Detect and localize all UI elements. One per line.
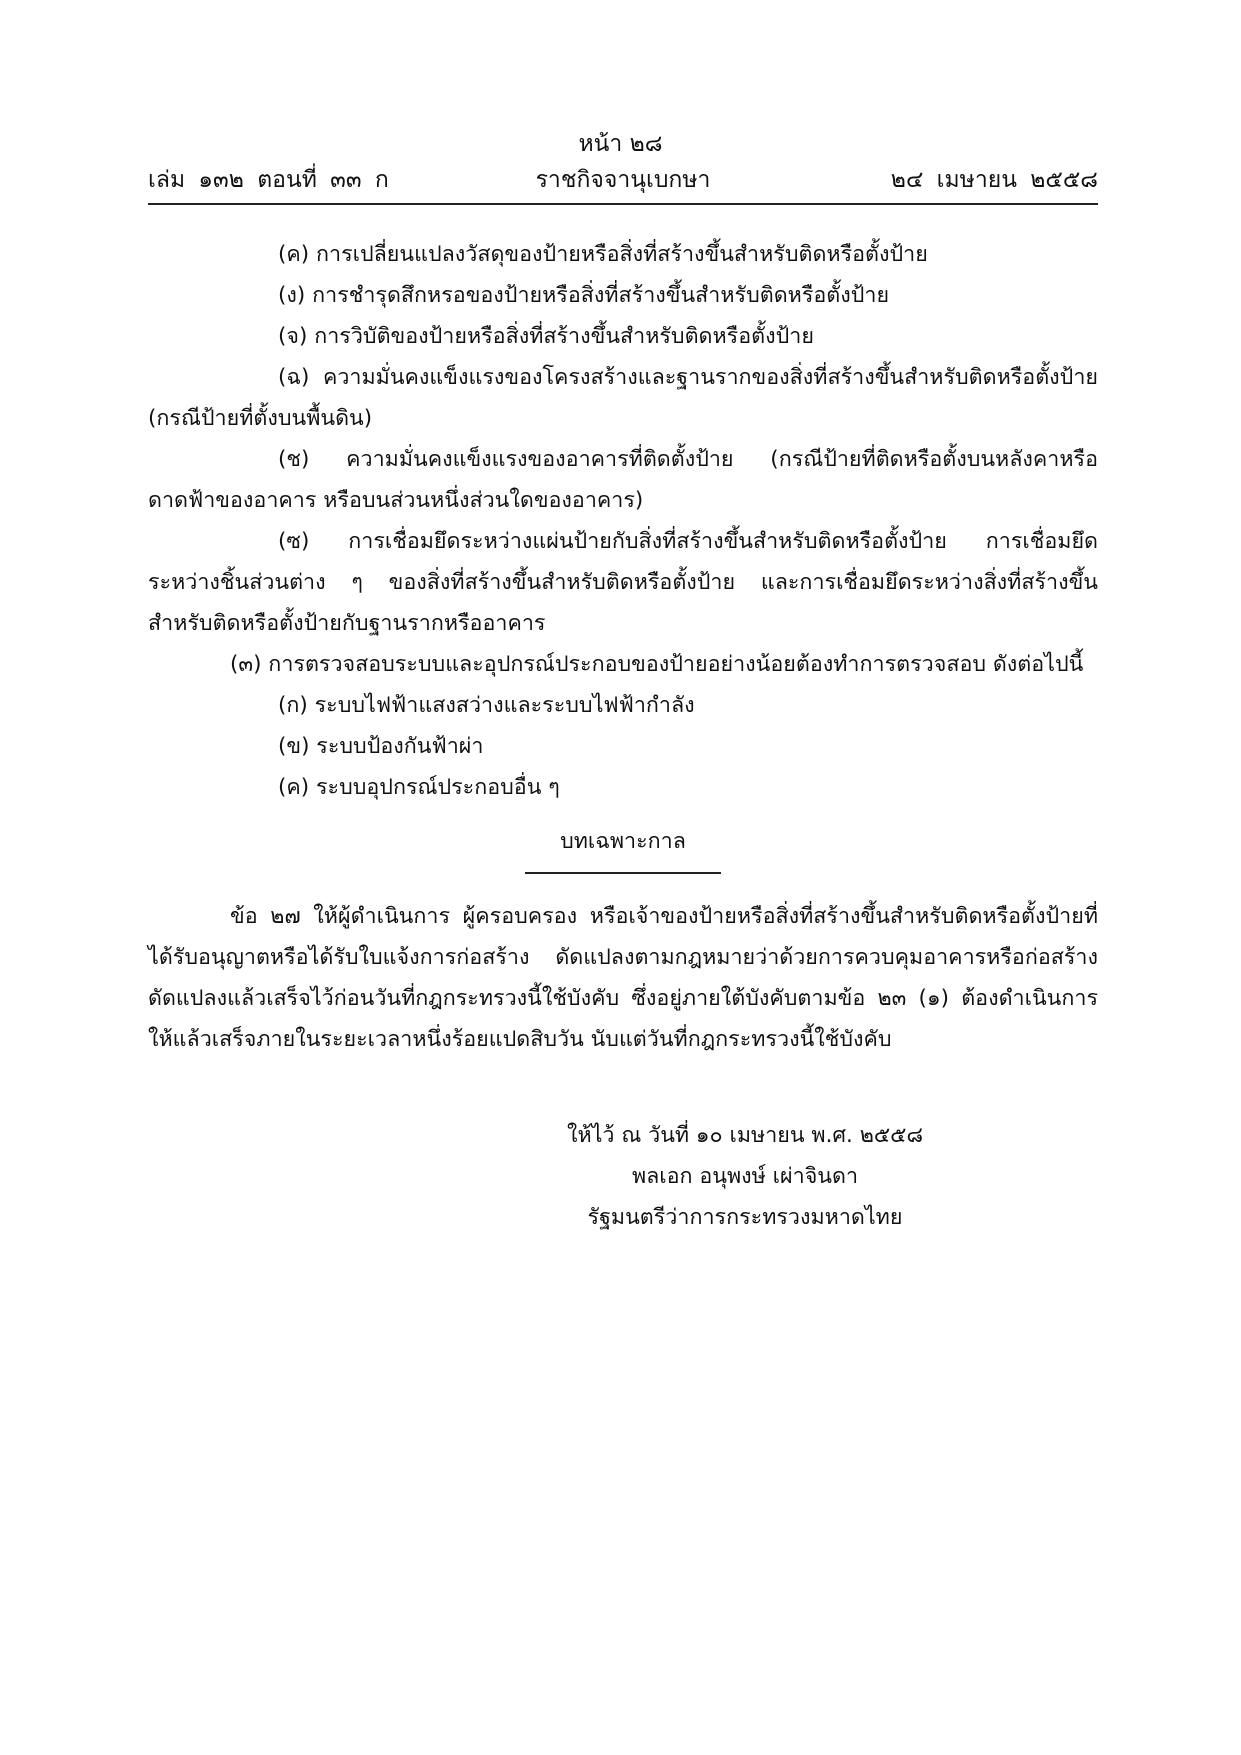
title-underline (525, 872, 721, 874)
header-divider (148, 203, 1098, 205)
signatory-name: พลเอก อนุพงษ์ เผ่าจินดา (631, 1164, 859, 1189)
document-body (148, 234, 1098, 1060)
publication-date: ๒๔ เมษายน ๒๕๕๘ (890, 167, 1098, 193)
item-chorchang: (ช) ความมั่นคงแข็งแรงของอาคารที่ติดตั้งป้าย (กรณีป้ายที่ติดหรือตั้งบนหลังคาหรือดาดฟ้าของอาคาร หรือบนส่วนหนึ่งส่วนใดของอาคาร) (148, 447, 1098, 513)
item-so: (ซ) การเชื่อมยึดระหว่างแผ่นป้ายกับสิ่งที่สร้างขึ้นสำหรับติดหรือตั้งป้าย การเชื่อมยึดระหว่างชิ้นส่วนต่าง ๆ ของสิ่งที่สร้างขึ้นสำหรับติดหรือตั้งป้าย และการเชื่อมยึดระหว่างสิ่งที่สร้างขึ้นสำหรับติดหรือตั้งป้ายกับฐานรากหรืออาคาร (148, 529, 1098, 636)
volume-issue: เล่ม ๑๓๒ ตอนที่ ๓๓ ก (148, 167, 389, 193)
clause-27: ข้อ ๒๗ ให้ผู้ดำเนินการ ผู้ครอบครอง หรือเจ้าของป้ายหรือสิ่งที่สร้างขึ้นสำหรับติดหรือตั้งป้ายที่ได้รับอนุญาตหรือได้รับใบแจ้งการก่อสร้าง ดัดแปลงตามกฎหมายว่าด้วยการควบคุมอาคารหรือก่อสร้างดัดแปลงแล้วเสร็จไว้ก่อนวันที่กฎกระทรวงนี้ใช้บังคับ ซึ่งอยู่ภายใต้บังคับตามข้อ ๒๓ (๑) ต้องดำเนินการให้แล้วเสร็จภายในระยะเวลาหนึ่งร้อยแปดสิบวัน นับแต่วันที่กฎกระทรวงนี้ใช้บังคับ (148, 904, 1098, 1052)
item-cho: (จ) การวิบัติของป้ายหรือสิ่งที่สร้างขึ้นสำหรับติดหรือตั้งป้าย (278, 324, 814, 349)
transitional-provisions-title: บทเฉพาะกาล (560, 829, 686, 854)
item-ngo: (ง) การชำรุดสึกหรอของป้ายหรือสิ่งที่สร้างขึ้นสำหรับติดหรือตั้งป้าย (278, 283, 890, 308)
item-3-kho: (ข) ระบบป้องกันฟ้าผ่า (278, 734, 484, 759)
item-3-ko: (ก) ระบบไฟฟ้าแสงสว่างและระบบไฟฟ้ากำลัง (278, 693, 695, 718)
item-3-kho2: (ค) ระบบอุปกรณ์ประกอบอื่น ๆ (278, 775, 560, 800)
item-kho: (ค) การเปลี่ยนแปลงวัสดุของป้ายหรือสิ่งที่สร้างขึ้นสำหรับติดหรือตั้งป้าย (278, 242, 928, 267)
item-3: (๓) การตรวจสอบระบบและอุปกรณ์ประกอบของป้ายอย่างน้อยต้องทำการตรวจสอบ ดังต่อไปนี้ (230, 652, 1084, 677)
signature-date: ให้ไว้ ณ วันที่ ๑๐ เมษายน พ.ศ. ๒๕๕๘ (566, 1123, 924, 1148)
gazette-header (148, 164, 1098, 200)
item-chor: (ฉ) ความมั่นคงแข็งแรงของโครงสร้างและฐานรากของสิ่งที่สร้างขึ้นสำหรับติดหรือตั้งป้าย (กรณีป้ายที่ตั้งบนพื้นดิน) (148, 365, 1098, 431)
gazette-title: ราชกิจจานุเบกษา (535, 167, 711, 193)
signatory-position: รัฐมนตรีว่าการกระทรวงมหาดไทย (587, 1205, 903, 1230)
page-number: หน้า ๒๘ (578, 131, 663, 157)
